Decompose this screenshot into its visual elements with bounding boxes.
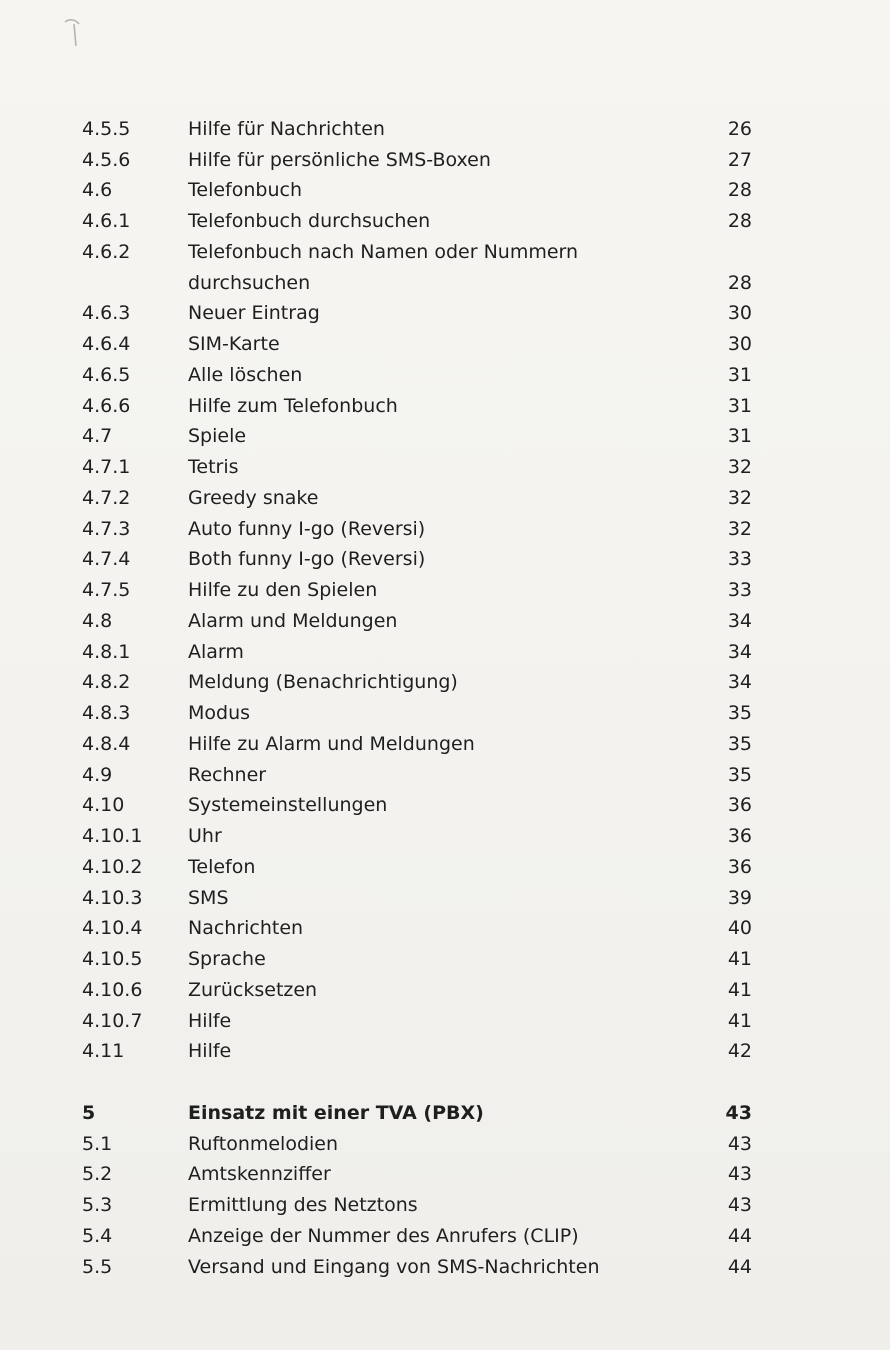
toc-title: Amtskennziffer	[188, 1163, 331, 1186]
toc-page: 32	[727, 517, 752, 540]
toc-page: 35	[727, 763, 752, 786]
toc-number: 4.6.1	[82, 210, 131, 232]
toc-number: 4.8.4	[82, 732, 131, 755]
toc-title: Hilfe für persönliche SMS-Boxen	[188, 148, 491, 171]
toc-row	[82, 359, 752, 390]
toc-number: 4.8.1	[82, 640, 131, 663]
toc-number: 4.10.4	[82, 917, 143, 940]
toc-number: 4.7.5	[82, 579, 131, 601]
toc-title: Alle löschen	[188, 363, 303, 386]
toc-row	[82, 667, 752, 698]
toc-number: 4.6.6	[82, 394, 131, 417]
toc-number: 4.10.1	[82, 825, 143, 847]
toc-title: Telefon	[188, 855, 256, 878]
toc-row	[82, 144, 752, 175]
toc-title: Telefonbuch	[188, 179, 302, 202]
toc-page: 28	[727, 210, 752, 232]
toc-row	[82, 636, 752, 667]
toc-row	[82, 390, 752, 421]
toc-title: Hilfe zu den Spielen	[188, 579, 378, 601]
toc-title: Systemeinstellungen	[188, 794, 388, 817]
toc-title: durchsuchen	[188, 271, 311, 294]
toc-title: Meldung (Benachrichtigung)	[188, 671, 458, 694]
toc-number: 4.9	[82, 763, 113, 786]
toc-row	[82, 175, 752, 206]
toc-title: Auto funny I-go (Reversi)	[188, 517, 426, 540]
toc-title: Neuer Eintrag	[188, 302, 320, 325]
toc-page: 31	[727, 363, 752, 386]
toc-row	[82, 1128, 752, 1159]
toc-title: Both funny I-go (Reversi)	[188, 548, 426, 571]
toc-page: 32	[727, 456, 752, 478]
toc-title: Hilfe für Nachrichten	[188, 117, 385, 140]
toc-row	[82, 421, 752, 452]
toc-chapter-number: 5	[82, 1101, 96, 1124]
toc-page: 30	[727, 302, 752, 325]
toc-chapter-title: Einsatz mit einer TVA (PBX)	[188, 1101, 484, 1124]
toc-number: 5.1	[82, 1132, 113, 1155]
toc-row	[82, 974, 752, 1005]
toc-title: Telefonbuch nach Namen oder Nummern	[188, 240, 579, 263]
toc-row	[82, 943, 752, 974]
toc-number: 4.8.3	[82, 702, 131, 724]
toc-title: Ruftonmelodien	[188, 1132, 339, 1155]
toc-page: 40	[727, 917, 752, 940]
toc-number: 4.10.7	[82, 1009, 143, 1032]
toc-title: Uhr	[188, 825, 222, 847]
toc-number: 4.10	[82, 794, 125, 817]
corner-scribble-icon	[62, 16, 84, 48]
toc-row	[82, 574, 752, 605]
toc-number: 4.10.3	[82, 886, 143, 909]
toc-number: 4.11	[82, 1040, 125, 1063]
toc-title: Nachrichten	[188, 917, 304, 940]
toc-row	[82, 513, 752, 544]
toc-title: SIM-Karte	[188, 333, 280, 355]
toc-row	[82, 851, 752, 882]
toc-title: Hilfe zum Telefonbuch	[188, 394, 398, 417]
toc-title: Anzeige der Nummer des Anrufers (CLIP)	[188, 1224, 579, 1247]
toc-number: 4.8.2	[82, 671, 131, 694]
toc-page: 33	[727, 579, 752, 601]
toc-page: 36	[727, 794, 752, 817]
toc-number: 5.5	[82, 1255, 113, 1278]
toc-title: Hilfe	[188, 1009, 232, 1032]
toc-number: 4.6.3	[82, 302, 131, 325]
toc-page: 30	[727, 333, 752, 355]
toc-number: 4.10.5	[82, 948, 143, 970]
toc-row	[82, 113, 752, 144]
toc-number: 4.5.6	[82, 148, 131, 171]
toc-number: 4.8	[82, 609, 113, 632]
toc-page: 43	[727, 1163, 752, 1186]
toc-number: 4.7.3	[82, 517, 131, 540]
toc-number: 4.6.5	[82, 363, 131, 386]
toc-page: 34	[727, 609, 752, 632]
toc-page: 36	[727, 825, 752, 847]
toc-page: 41	[727, 978, 752, 1001]
toc-title: Versand und Eingang von SMS-Nachrichten	[188, 1255, 600, 1278]
toc-row	[82, 236, 752, 267]
toc-number: 5.3	[82, 1194, 113, 1216]
toc-chapter-page: 43	[725, 1101, 752, 1124]
toc-number: 4.6.4	[82, 333, 131, 355]
toc-row	[82, 605, 752, 636]
toc-row	[82, 728, 752, 759]
toc-page: 39	[727, 886, 752, 909]
toc-row	[82, 697, 752, 728]
toc-row	[82, 1220, 752, 1251]
toc-row	[82, 1159, 752, 1190]
toc-title: Alarm	[188, 640, 244, 663]
toc-number: 4.6	[82, 179, 113, 202]
toc-number: 5.4	[82, 1224, 113, 1247]
toc-page: 42	[727, 1040, 752, 1063]
toc-number: 4.10.2	[82, 855, 143, 878]
toc-page: 26	[727, 117, 752, 140]
toc-page: 36	[727, 855, 752, 878]
toc-row	[82, 328, 752, 359]
toc-page: 35	[727, 732, 752, 755]
toc-title: Tetris	[188, 456, 239, 478]
toc-row	[82, 913, 752, 944]
toc-title: SMS	[188, 886, 229, 909]
toc-number: 4.7.2	[82, 486, 131, 509]
toc-title: Hilfe	[188, 1040, 232, 1063]
toc-row	[82, 544, 752, 575]
toc-number: 4.10.6	[82, 978, 143, 1001]
toc-title: Ermittlung des Netztons	[188, 1194, 418, 1216]
toc-row	[82, 790, 752, 821]
toc-row	[82, 1189, 752, 1220]
table-of-contents	[82, 113, 752, 1282]
toc-title: Rechner	[188, 763, 267, 786]
toc-row	[82, 882, 752, 913]
toc-page: 32	[727, 486, 752, 509]
toc-page: 44	[727, 1255, 752, 1278]
toc-page: 43	[727, 1194, 752, 1216]
toc-page: 31	[727, 425, 752, 448]
toc-title: Greedy snake	[188, 486, 319, 509]
toc-page: 35	[727, 702, 752, 724]
toc-row	[82, 1005, 752, 1036]
toc-row	[82, 298, 752, 329]
toc-number: 4.7.4	[82, 548, 131, 571]
toc-title: Modus	[188, 702, 251, 724]
toc-row	[82, 820, 752, 851]
toc-page: 28	[727, 271, 752, 294]
toc-row	[82, 1251, 752, 1282]
toc-row	[82, 1036, 752, 1067]
toc-number: 4.6.2	[82, 240, 131, 263]
toc-page: 28	[727, 179, 752, 202]
toc-title: Spiele	[188, 425, 247, 448]
toc-title: Hilfe zu Alarm und Meldungen	[188, 732, 475, 755]
toc-number: 5.2	[82, 1163, 113, 1186]
toc-row-continuation	[82, 267, 752, 298]
toc-page: 41	[727, 1009, 752, 1032]
toc-row	[82, 482, 752, 513]
toc-row	[82, 451, 752, 482]
toc-page: 34	[727, 640, 752, 663]
toc-title: Zurücksetzen	[188, 978, 318, 1001]
toc-title: Telefonbuch durchsuchen	[188, 210, 431, 232]
toc-row	[82, 205, 752, 236]
toc-number: 4.7	[82, 425, 113, 448]
toc-page: 27	[727, 148, 752, 171]
toc-page: 44	[727, 1224, 752, 1247]
toc-page: 41	[727, 948, 752, 970]
toc-page: 31	[727, 394, 752, 417]
toc-spacer	[82, 1066, 752, 1097]
toc-page: 43	[727, 1132, 752, 1155]
toc-title: Alarm und Meldungen	[188, 609, 398, 632]
toc-chapter-row	[82, 1097, 752, 1128]
toc-number: 4.5.5	[82, 117, 131, 140]
toc-page: 33	[727, 548, 752, 571]
toc-number: 4.7.1	[82, 456, 131, 478]
toc-page: 34	[727, 671, 752, 694]
toc-row	[82, 759, 752, 790]
toc-title: Sprache	[188, 948, 266, 970]
